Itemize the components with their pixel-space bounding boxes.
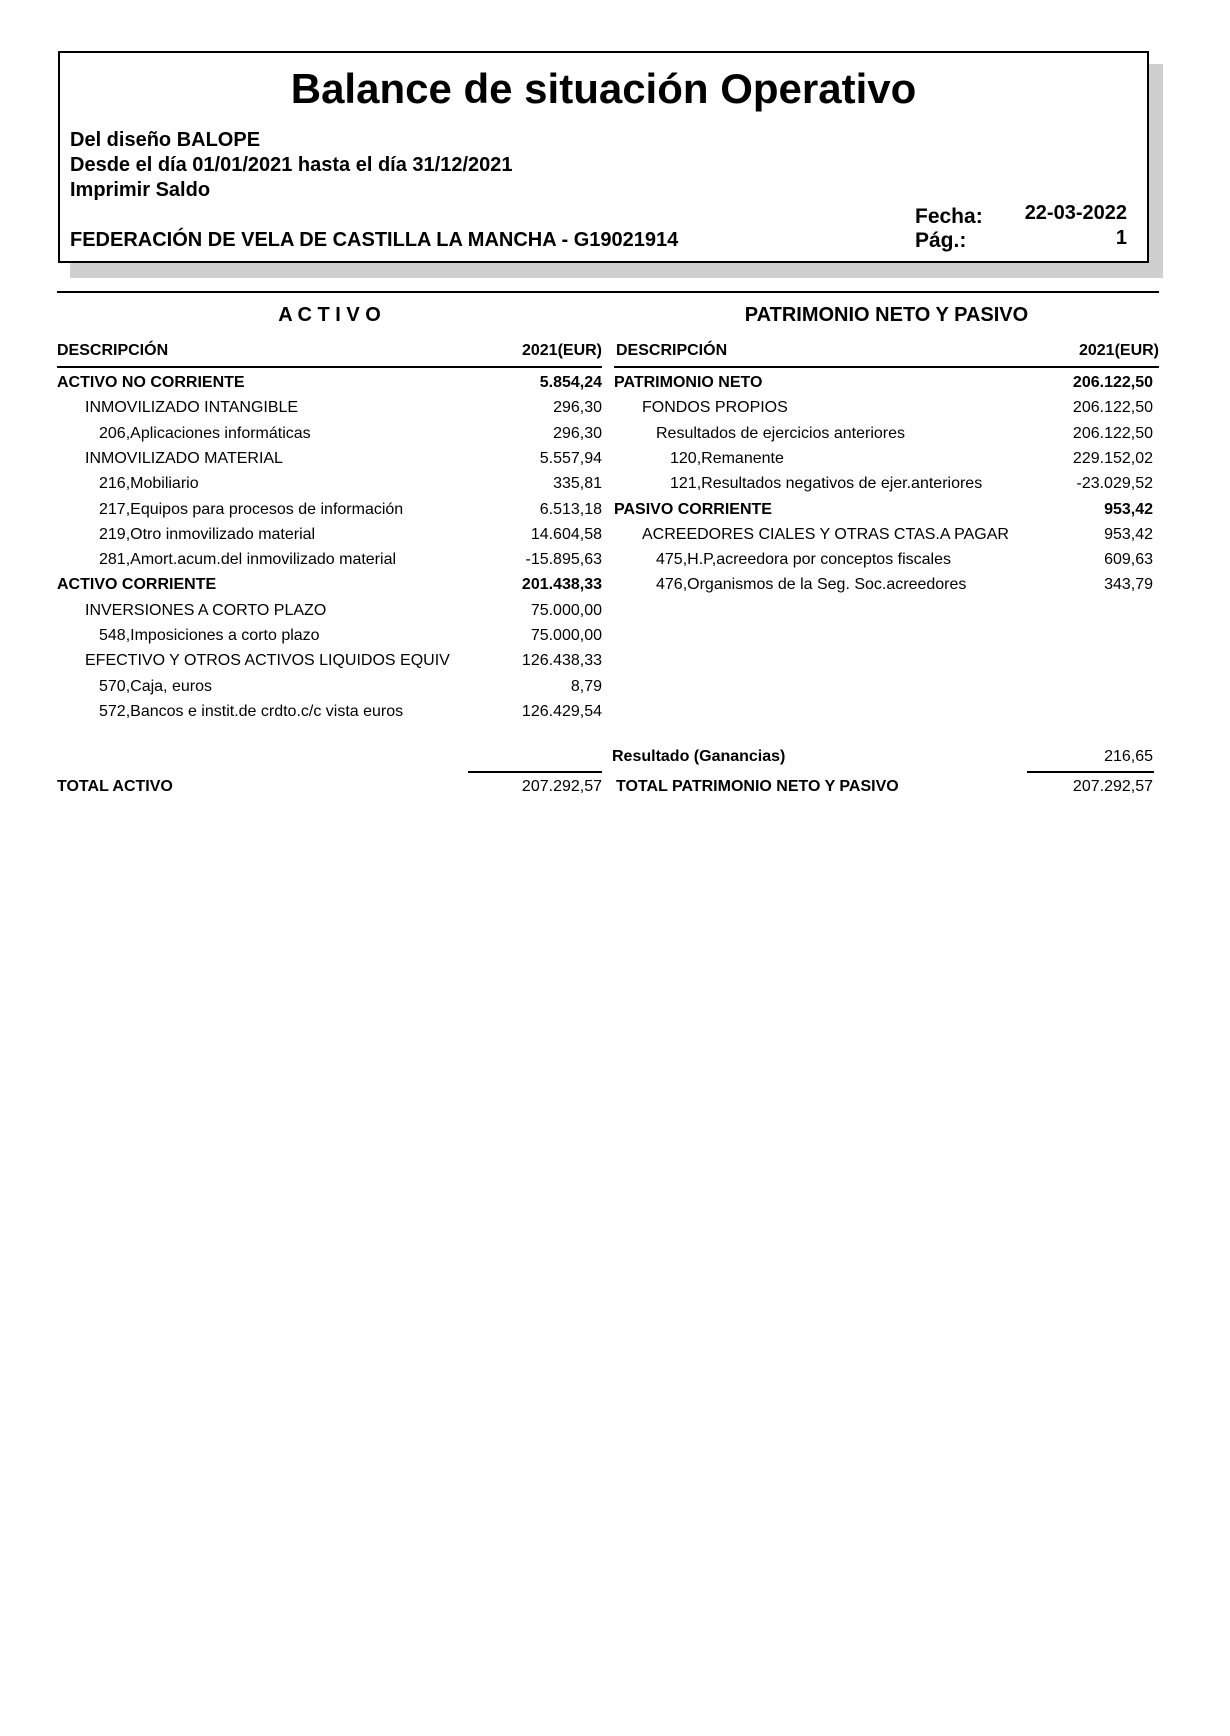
row-description: INVERSIONES A CORTO PLAZO <box>85 601 327 619</box>
result-value: 216,65 <box>1104 748 1153 765</box>
row-description: ACTIVO NO CORRIENTE <box>57 374 245 391</box>
row-amount: 206.122,50 <box>1072 399 1153 417</box>
date-value: 22-03-2022 <box>1024 202 1127 224</box>
table-row <box>57 602 602 627</box>
organization-name: FEDERACIÓN DE VELA DE CASTILLA LA MANCHA - G19021914 <box>70 229 679 251</box>
row-amount: 609,63 <box>1104 551 1153 569</box>
row-amount: 296,30 <box>553 424 602 442</box>
row-description: 281,Amort.acum.del inmovilizado material <box>99 551 397 569</box>
table-row <box>57 450 602 475</box>
row-amount: 14.604,58 <box>530 525 602 543</box>
row-amount: 5.557,94 <box>539 449 602 467</box>
row-amount: 296,30 <box>553 399 602 417</box>
table-row <box>614 374 1159 399</box>
table-row <box>57 703 602 728</box>
row-description: PATRIMONIO NETO <box>614 374 763 391</box>
table-row <box>57 399 602 424</box>
row-amount: 6.513,18 <box>539 500 602 518</box>
table-row <box>57 475 602 500</box>
table-row <box>614 501 1159 526</box>
table-row <box>57 576 602 601</box>
pasivo-sum-rule <box>1027 771 1154 773</box>
row-description: 476,Organismos de la Seg. Soc.acreedores <box>656 576 967 594</box>
print-line: Imprimir Saldo <box>70 179 211 201</box>
table-row <box>57 425 602 450</box>
row-amount: -15.895,63 <box>525 551 602 569</box>
design-line: Del diseño BALOPE <box>70 129 261 151</box>
row-description: 570,Caja, euros <box>99 677 212 695</box>
date-label: Fecha: <box>915 205 983 228</box>
row-description: INMOVILIZADO MATERIAL <box>85 449 283 467</box>
row-amount: 953,42 <box>1104 500 1153 518</box>
result-label: Resultado (Ganancias) <box>612 748 786 765</box>
row-description: PASIVO CORRIENTE <box>614 500 772 518</box>
row-description: EFECTIVO Y OTROS ACTIVOS LIQUIDOS EQUIV <box>85 652 450 670</box>
pasivo-col-description: DESCRIPCIÓN <box>616 342 728 359</box>
row-amount: 5.854,24 <box>539 374 602 391</box>
total-pasivo-value: 207.292,57 <box>1072 778 1153 795</box>
table-row <box>614 475 1159 500</box>
activo-section-title: A C T I V O <box>278 304 381 326</box>
row-description: 475,H.P,acreedora por conceptos fiscales <box>656 551 951 569</box>
activo-col-description: DESCRIPCIÓN <box>57 342 169 359</box>
pasivo-header-rule <box>614 366 1159 368</box>
row-amount: 75.000,00 <box>530 627 602 644</box>
row-description: Resultados de ejercicios anteriores <box>656 424 906 442</box>
table-row <box>614 551 1159 576</box>
activo-col-amount: 2021(EUR) <box>521 342 602 359</box>
total-activo-label: TOTAL ACTIVO <box>57 778 173 795</box>
row-amount: 953,42 <box>1104 525 1153 543</box>
table-row <box>57 551 602 576</box>
row-description: 217,Equipos para procesos de información <box>99 500 404 518</box>
table-row <box>57 627 602 652</box>
row-amount: 126.438,33 <box>521 652 602 670</box>
row-amount: 201.438,33 <box>521 576 602 594</box>
report-header <box>58 51 1149 263</box>
period-line: Desde el día 01/01/2021 hasta el día 31/12/2021 <box>70 154 513 176</box>
table-row <box>57 652 602 677</box>
row-description: ACREEDORES CIALES Y OTRAS CTAS.A PAGAR <box>642 525 1009 543</box>
row-amount: 75.000,00 <box>530 601 602 619</box>
total-pasivo-label: TOTAL PATRIMONIO NETO Y PASIVO <box>616 778 899 795</box>
top-divider <box>57 291 1159 293</box>
row-amount: 206.122,50 <box>1072 374 1153 391</box>
row-amount: 343,79 <box>1104 576 1153 594</box>
row-description: 206,Aplicaciones informáticas <box>99 424 311 442</box>
activo-sum-rule <box>468 771 602 773</box>
row-amount: 126.429,54 <box>521 702 602 720</box>
row-description: 219,Otro inmovilizado material <box>99 525 316 543</box>
table-row <box>614 576 1159 601</box>
row-description: FONDOS PROPIOS <box>642 399 788 417</box>
table-row <box>614 399 1159 424</box>
row-amount: -23.029,52 <box>1076 475 1153 493</box>
pasivo-col-amount: 2021(EUR) <box>1078 342 1159 359</box>
table-row <box>57 526 602 551</box>
activo-header-rule <box>57 366 602 368</box>
table-row <box>614 425 1159 450</box>
row-amount: 8,79 <box>570 677 602 695</box>
row-description: ACTIVO CORRIENTE <box>57 576 217 594</box>
row-amount: 335,81 <box>553 475 602 493</box>
row-amount: 206.122,50 <box>1072 424 1153 442</box>
table-row <box>57 501 602 526</box>
table-row <box>614 526 1159 551</box>
page-label: Pág.: <box>915 229 967 252</box>
row-description: 120,Remanente <box>670 449 784 467</box>
table-row <box>614 450 1159 475</box>
report-title: Balance de situación Operativo <box>290 65 917 112</box>
pasivo-section-title: PATRIMONIO NETO Y PASIVO <box>744 304 1029 326</box>
row-amount: 229.152,02 <box>1072 449 1153 467</box>
row-description: 572,Bancos e instit.de crdto.c/c vista euros <box>99 702 404 720</box>
row-description: 216,Mobiliario <box>99 475 199 493</box>
row-description: 548,Imposiciones a corto plazo <box>99 627 320 644</box>
table-row <box>57 374 602 399</box>
row-description: INMOVILIZADO INTANGIBLE <box>85 399 299 417</box>
total-activo-value: 207.292,57 <box>521 778 602 795</box>
table-row <box>57 678 602 703</box>
page-number: 1 <box>1115 227 1127 249</box>
row-description: 121,Resultados negativos de ejer.anteriores <box>670 475 983 493</box>
